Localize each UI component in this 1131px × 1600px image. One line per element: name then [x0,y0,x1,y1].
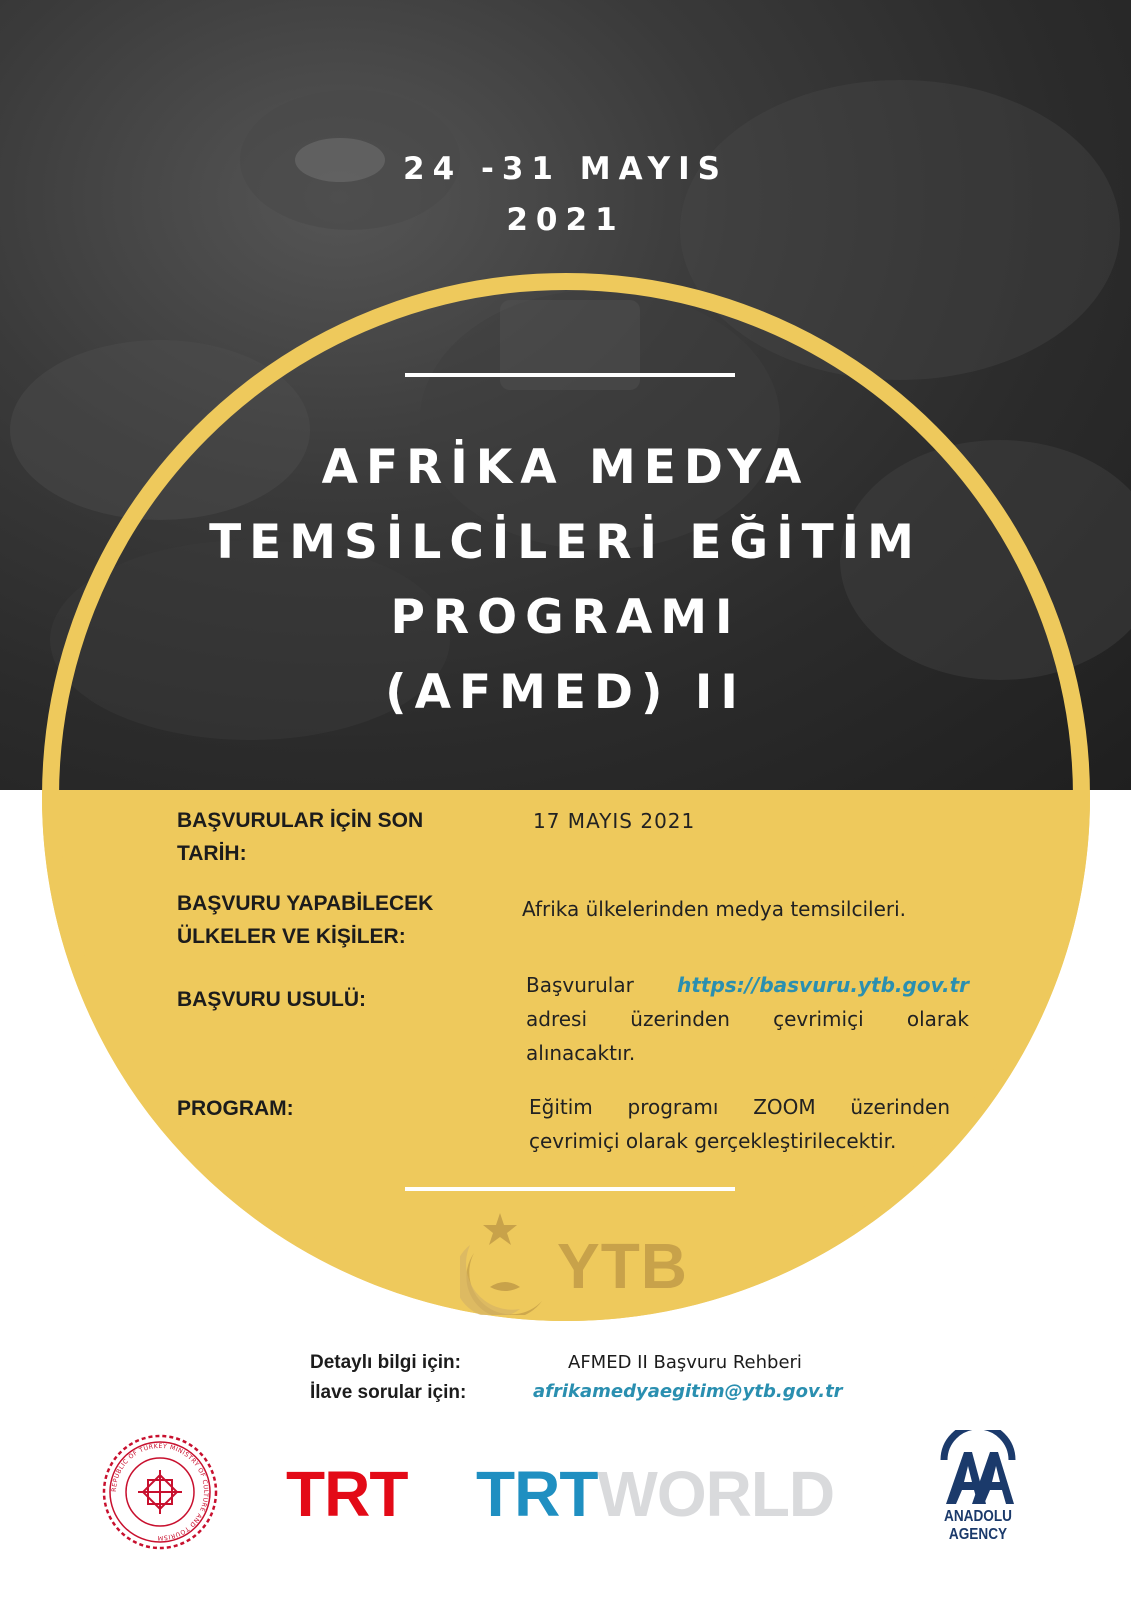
method-line-1 [526,968,969,1002]
eligibility-value: Afrika ülkelerinden medya temsilcileri. [522,897,907,921]
ministry-seal-icon [100,1432,220,1552]
anadolu-agency-aa-icon [938,1430,1018,1506]
trt-world-logo-world: WORLD [597,1458,835,1530]
deadline-label: BAŞVURULAR İÇİN SON TARİH: [177,809,424,865]
divider-bottom [405,1187,735,1191]
trt-world-logo [476,1457,834,1531]
deadline-value: 17 MAYIS 2021 [533,809,696,833]
ytb-logo-text: YTB [557,1230,688,1302]
method-line-3: alınacaktır. [526,1041,636,1065]
anadolu-agency-caption: ANADOLU AGENCY [944,1508,1012,1543]
contact-email-link[interactable]: afrikamedyaegitim@ytb.gov.tr [533,1381,843,1402]
divider-top [405,373,735,377]
trt-world-logo-trt: TRT [476,1458,598,1530]
method-prefix: Başvurular [526,973,634,997]
program-title-line-3: PROGRAMI [390,590,741,645]
trt-logo: TRT [286,1458,408,1530]
event-dates: 24 -31 MAYIS [403,151,728,187]
program-line-2: çevrimiçi olarak gerçekleştirilecektir. [529,1129,897,1153]
program-title-line-2: TEMSİLCİLERİ EĞİTİM [209,515,922,570]
ministry-seal-text: REPUBLIC OF TURKEY MINISTRY OF CULTURE AND TOURISM [110,1442,210,1542]
event-year: 2021 [506,202,625,238]
program-title-line-1: AFRİKA MEDYA [321,440,810,495]
method-label: BAŞVURU USULÜ: [177,988,366,1011]
application-link[interactable]: https://basvuru.ytb.gov.tr [677,973,969,997]
program-label: PROGRAM: [177,1097,294,1120]
program-line-1: Eğitim programı ZOOM üzerinden [529,1095,950,1119]
details-value[interactable]: AFMED II Başvuru Rehberi [568,1352,802,1373]
program-title-line-4: (AFMED) II [385,665,746,720]
anadolu-agency-logo [918,1430,1038,1543]
method-line-2: adresi üzerinden çevrimiçi olarak [526,1007,969,1031]
questions-label: İlave sorular için: [310,1382,467,1403]
details-label: Detaylı bilgi için: [310,1352,461,1373]
eligibility-label: BAŞVURU YAPABİLECEK ÜLKELER VE KİŞİLER: [177,892,434,948]
